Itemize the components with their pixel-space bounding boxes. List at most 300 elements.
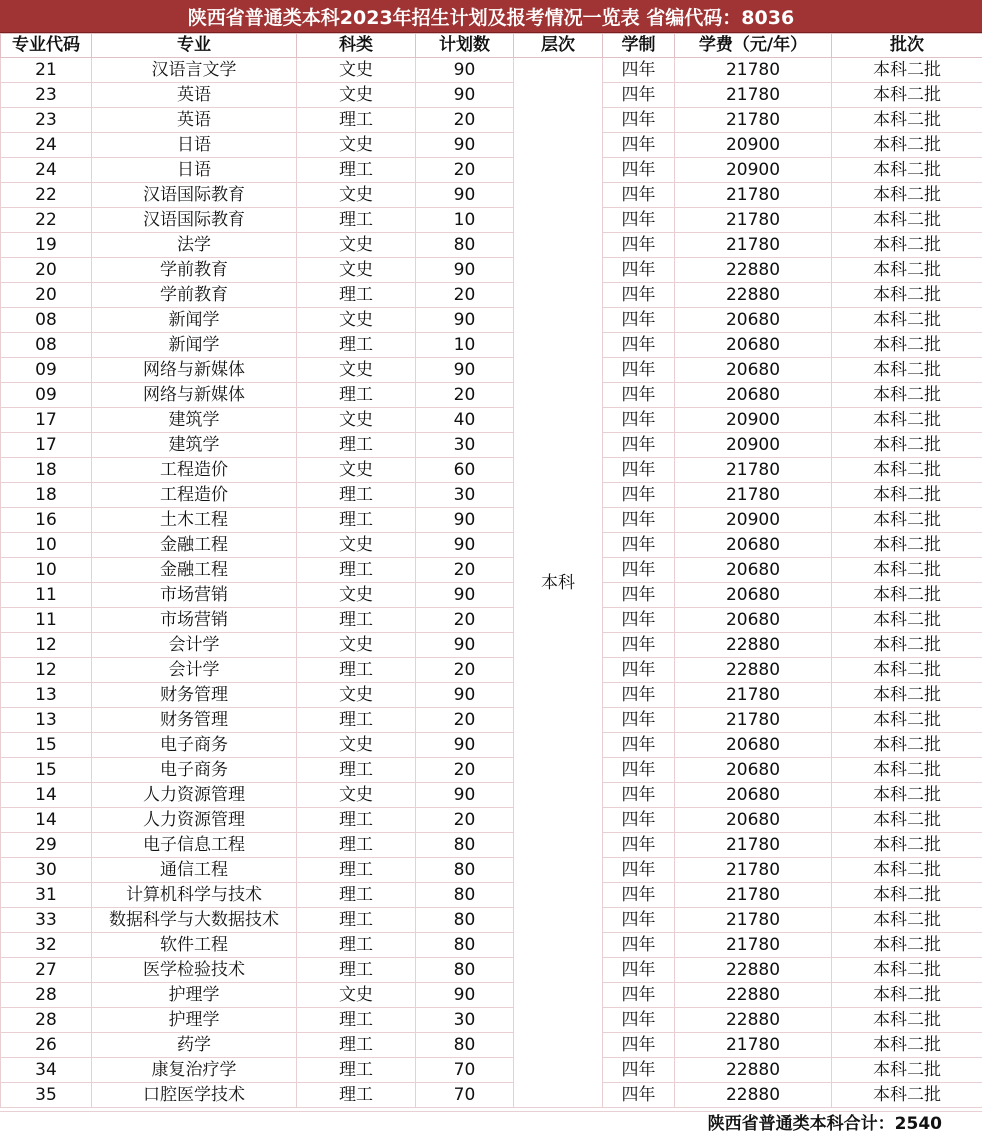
cell-fee[interactable]: 22880: [675, 283, 832, 308]
cell-plan[interactable]: 90: [416, 633, 514, 658]
cell-category[interactable]: 理工: [297, 608, 416, 633]
cell-batch[interactable]: 本科二批: [832, 733, 982, 758]
cell-plan[interactable]: 80: [416, 933, 514, 958]
cell-fee[interactable]: 20680: [675, 383, 832, 408]
cell-duration[interactable]: 四年: [603, 958, 675, 983]
cell-fee[interactable]: 22880: [675, 1008, 832, 1033]
cell-major[interactable]: 会计学: [92, 658, 297, 683]
cell-code[interactable]: 13: [1, 683, 92, 708]
cell-category[interactable]: 文史: [297, 633, 416, 658]
cell-batch[interactable]: 本科二批: [832, 333, 982, 358]
cell-batch[interactable]: 本科二批: [832, 233, 982, 258]
cell-duration[interactable]: 四年: [603, 1008, 675, 1033]
cell-code[interactable]: 23: [1, 108, 92, 133]
cell-batch[interactable]: 本科二批: [832, 308, 982, 333]
cell-category[interactable]: 理工: [297, 708, 416, 733]
cell-major[interactable]: 金融工程: [92, 558, 297, 583]
cell-major[interactable]: 电子信息工程: [92, 833, 297, 858]
cell-category[interactable]: 文史: [297, 233, 416, 258]
cell-plan[interactable]: 30: [416, 433, 514, 458]
cell-category[interactable]: 文史: [297, 358, 416, 383]
cell-plan[interactable]: 20: [416, 283, 514, 308]
cell-batch[interactable]: 本科二批: [832, 133, 982, 158]
cell-plan[interactable]: 80: [416, 233, 514, 258]
cell-code[interactable]: 23: [1, 83, 92, 108]
cell-batch[interactable]: 本科二批: [832, 533, 982, 558]
cell-code[interactable]: 22: [1, 208, 92, 233]
cell-fee[interactable]: 20680: [675, 308, 832, 333]
cell-major[interactable]: 汉语言文学: [92, 58, 297, 83]
cell-code[interactable]: 20: [1, 258, 92, 283]
cell-batch[interactable]: 本科二批: [832, 1058, 982, 1083]
cell-major[interactable]: 软件工程: [92, 933, 297, 958]
cell-category[interactable]: 文史: [297, 408, 416, 433]
cell-batch[interactable]: 本科二批: [832, 908, 982, 933]
cell-major[interactable]: 电子商务: [92, 758, 297, 783]
cell-fee[interactable]: 21780: [675, 883, 832, 908]
header-fee[interactable]: 学费（元/年）: [675, 34, 832, 58]
header-category[interactable]: 科类: [297, 34, 416, 58]
cell-duration[interactable]: 四年: [603, 433, 675, 458]
cell-batch[interactable]: 本科二批: [832, 1083, 982, 1108]
cell-batch[interactable]: 本科二批: [832, 483, 982, 508]
cell-duration[interactable]: 四年: [603, 733, 675, 758]
cell-batch[interactable]: 本科二批: [832, 108, 982, 133]
cell-fee[interactable]: 20900: [675, 508, 832, 533]
cell-major[interactable]: 建筑学: [92, 433, 297, 458]
cell-duration[interactable]: 四年: [603, 933, 675, 958]
header-batch[interactable]: 批次: [832, 34, 982, 58]
header-code[interactable]: 专业代码: [1, 34, 92, 58]
cell-plan[interactable]: 90: [416, 83, 514, 108]
cell-batch[interactable]: 本科二批: [832, 783, 982, 808]
cell-code[interactable]: 15: [1, 733, 92, 758]
cell-category[interactable]: 理工: [297, 333, 416, 358]
cell-major[interactable]: 网络与新媒体: [92, 383, 297, 408]
cell-major[interactable]: 财务管理: [92, 683, 297, 708]
cell-duration[interactable]: 四年: [603, 608, 675, 633]
cell-duration[interactable]: 四年: [603, 858, 675, 883]
cell-major[interactable]: 工程造价: [92, 458, 297, 483]
cell-plan[interactable]: 70: [416, 1083, 514, 1108]
cell-plan[interactable]: 20: [416, 808, 514, 833]
cell-major[interactable]: 网络与新媒体: [92, 358, 297, 383]
cell-code[interactable]: 26: [1, 1033, 92, 1058]
cell-duration[interactable]: 四年: [603, 108, 675, 133]
cell-duration[interactable]: 四年: [603, 708, 675, 733]
cell-major[interactable]: 通信工程: [92, 858, 297, 883]
cell-major[interactable]: 医学检验技术: [92, 958, 297, 983]
cell-category[interactable]: 文史: [297, 308, 416, 333]
cell-major[interactable]: 土木工程: [92, 508, 297, 533]
cell-batch[interactable]: 本科二批: [832, 383, 982, 408]
cell-code[interactable]: 28: [1, 983, 92, 1008]
cell-fee[interactable]: 20680: [675, 758, 832, 783]
cell-plan[interactable]: 90: [416, 308, 514, 333]
cell-fee[interactable]: 20680: [675, 733, 832, 758]
cell-duration[interactable]: 四年: [603, 883, 675, 908]
header-plan[interactable]: 计划数: [416, 34, 514, 58]
cell-plan[interactable]: 30: [416, 483, 514, 508]
cell-code[interactable]: 14: [1, 808, 92, 833]
cell-fee[interactable]: 22880: [675, 1083, 832, 1108]
cell-batch[interactable]: 本科二批: [832, 558, 982, 583]
cell-duration[interactable]: 四年: [603, 658, 675, 683]
cell-category[interactable]: 文史: [297, 258, 416, 283]
cell-batch[interactable]: 本科二批: [832, 58, 982, 83]
cell-code[interactable]: 10: [1, 533, 92, 558]
cell-fee[interactable]: 20680: [675, 533, 832, 558]
cell-plan[interactable]: 80: [416, 908, 514, 933]
cell-plan[interactable]: 20: [416, 658, 514, 683]
cell-code[interactable]: 20: [1, 283, 92, 308]
cell-batch[interactable]: 本科二批: [832, 758, 982, 783]
cell-plan[interactable]: 80: [416, 958, 514, 983]
cell-major[interactable]: 金融工程: [92, 533, 297, 558]
cell-code[interactable]: 08: [1, 333, 92, 358]
cell-category[interactable]: 理工: [297, 508, 416, 533]
cell-code[interactable]: 18: [1, 458, 92, 483]
cell-category[interactable]: 文史: [297, 58, 416, 83]
cell-category[interactable]: 理工: [297, 158, 416, 183]
cell-major[interactable]: 计算机科学与技术: [92, 883, 297, 908]
cell-major[interactable]: 工程造价: [92, 483, 297, 508]
cell-duration[interactable]: 四年: [603, 808, 675, 833]
cell-major[interactable]: 人力资源管理: [92, 783, 297, 808]
cell-fee[interactable]: 21780: [675, 83, 832, 108]
cell-category[interactable]: 理工: [297, 958, 416, 983]
cell-major[interactable]: 市场营销: [92, 608, 297, 633]
cell-plan[interactable]: 90: [416, 508, 514, 533]
cell-code[interactable]: 24: [1, 133, 92, 158]
cell-duration[interactable]: 四年: [603, 383, 675, 408]
cell-fee[interactable]: 22880: [675, 958, 832, 983]
cell-plan[interactable]: 90: [416, 358, 514, 383]
cell-plan[interactable]: 20: [416, 158, 514, 183]
cell-plan[interactable]: 90: [416, 733, 514, 758]
cell-code[interactable]: 10: [1, 558, 92, 583]
cell-duration[interactable]: 四年: [603, 783, 675, 808]
cell-category[interactable]: 理工: [297, 558, 416, 583]
cell-fee[interactable]: 21780: [675, 833, 832, 858]
cell-duration[interactable]: 四年: [603, 1033, 675, 1058]
cell-category[interactable]: 理工: [297, 883, 416, 908]
cell-plan[interactable]: 20: [416, 558, 514, 583]
cell-category[interactable]: 理工: [297, 758, 416, 783]
cell-fee[interactable]: 20900: [675, 433, 832, 458]
cell-category[interactable]: 文史: [297, 733, 416, 758]
cell-code[interactable]: 17: [1, 433, 92, 458]
cell-batch[interactable]: 本科二批: [832, 808, 982, 833]
cell-code[interactable]: 13: [1, 708, 92, 733]
cell-category[interactable]: 理工: [297, 933, 416, 958]
cell-duration[interactable]: 四年: [603, 358, 675, 383]
cell-category[interactable]: 文史: [297, 533, 416, 558]
cell-major[interactable]: 建筑学: [92, 408, 297, 433]
cell-code[interactable]: 09: [1, 383, 92, 408]
cell-duration[interactable]: 四年: [603, 83, 675, 108]
cell-major[interactable]: 口腔医学技术: [92, 1083, 297, 1108]
cell-duration[interactable]: 四年: [603, 333, 675, 358]
cell-plan[interactable]: 20: [416, 708, 514, 733]
cell-fee[interactable]: 21780: [675, 1033, 832, 1058]
cell-fee[interactable]: 20900: [675, 158, 832, 183]
cell-category[interactable]: 文史: [297, 683, 416, 708]
cell-major[interactable]: 财务管理: [92, 708, 297, 733]
cell-duration[interactable]: 四年: [603, 1083, 675, 1108]
cell-category[interactable]: 理工: [297, 1058, 416, 1083]
cell-plan[interactable]: 90: [416, 583, 514, 608]
cell-fee[interactable]: 21780: [675, 458, 832, 483]
cell-category[interactable]: 理工: [297, 908, 416, 933]
cell-major[interactable]: 汉语国际教育: [92, 183, 297, 208]
cell-code[interactable]: 15: [1, 758, 92, 783]
cell-fee[interactable]: 21780: [675, 708, 832, 733]
cell-major[interactable]: 学前教育: [92, 258, 297, 283]
cell-code[interactable]: 09: [1, 358, 92, 383]
cell-code[interactable]: 29: [1, 833, 92, 858]
cell-fee[interactable]: 20680: [675, 358, 832, 383]
cell-category[interactable]: 文史: [297, 583, 416, 608]
cell-plan[interactable]: 20: [416, 758, 514, 783]
cell-code[interactable]: 12: [1, 633, 92, 658]
cell-duration[interactable]: 四年: [603, 983, 675, 1008]
cell-major[interactable]: 会计学: [92, 633, 297, 658]
cell-major[interactable]: 护理学: [92, 983, 297, 1008]
cell-code[interactable]: 31: [1, 883, 92, 908]
cell-fee[interactable]: 21780: [675, 908, 832, 933]
cell-major[interactable]: 日语: [92, 158, 297, 183]
cell-fee[interactable]: 22880: [675, 258, 832, 283]
cell-batch[interactable]: 本科二批: [832, 408, 982, 433]
cell-batch[interactable]: 本科二批: [832, 208, 982, 233]
cell-code[interactable]: 18: [1, 483, 92, 508]
cell-plan[interactable]: 90: [416, 783, 514, 808]
cell-code[interactable]: 27: [1, 958, 92, 983]
cell-duration[interactable]: 四年: [603, 58, 675, 83]
cell-major[interactable]: 英语: [92, 108, 297, 133]
header-level[interactable]: 层次: [514, 34, 603, 58]
cell-batch[interactable]: 本科二批: [832, 158, 982, 183]
cell-duration[interactable]: 四年: [603, 483, 675, 508]
cell-batch[interactable]: 本科二批: [832, 283, 982, 308]
cell-code[interactable]: 12: [1, 658, 92, 683]
cell-duration[interactable]: 四年: [603, 908, 675, 933]
cell-plan[interactable]: 80: [416, 858, 514, 883]
cell-duration[interactable]: 四年: [603, 308, 675, 333]
cell-fee[interactable]: 20900: [675, 133, 832, 158]
cell-batch[interactable]: 本科二批: [832, 708, 982, 733]
cell-fee[interactable]: 20680: [675, 808, 832, 833]
cell-batch[interactable]: 本科二批: [832, 983, 982, 1008]
cell-code[interactable]: 21: [1, 58, 92, 83]
cell-code[interactable]: 16: [1, 508, 92, 533]
cell-plan[interactable]: 80: [416, 833, 514, 858]
header-duration[interactable]: 学制: [603, 34, 675, 58]
cell-plan[interactable]: 10: [416, 208, 514, 233]
cell-fee[interactable]: 20680: [675, 783, 832, 808]
cell-code[interactable]: 24: [1, 158, 92, 183]
cell-level[interactable]: 本科: [514, 58, 603, 1108]
cell-batch[interactable]: 本科二批: [832, 83, 982, 108]
cell-category[interactable]: 理工: [297, 1033, 416, 1058]
cell-batch[interactable]: 本科二批: [832, 633, 982, 658]
cell-plan[interactable]: 70: [416, 1058, 514, 1083]
cell-batch[interactable]: 本科二批: [832, 933, 982, 958]
cell-batch[interactable]: 本科二批: [832, 583, 982, 608]
cell-major[interactable]: 英语: [92, 83, 297, 108]
cell-major[interactable]: 电子商务: [92, 733, 297, 758]
cell-duration[interactable]: 四年: [603, 208, 675, 233]
cell-category[interactable]: 理工: [297, 208, 416, 233]
cell-code[interactable]: 28: [1, 1008, 92, 1033]
cell-plan[interactable]: 20: [416, 383, 514, 408]
cell-fee[interactable]: 21780: [675, 208, 832, 233]
cell-category[interactable]: 理工: [297, 433, 416, 458]
cell-code[interactable]: 19: [1, 233, 92, 258]
cell-category[interactable]: 文史: [297, 133, 416, 158]
cell-major[interactable]: 数据科学与大数据技术: [92, 908, 297, 933]
cell-duration[interactable]: 四年: [603, 258, 675, 283]
cell-category[interactable]: 理工: [297, 858, 416, 883]
cell-duration[interactable]: 四年: [603, 183, 675, 208]
cell-category[interactable]: 理工: [297, 658, 416, 683]
cell-category[interactable]: 文史: [297, 783, 416, 808]
cell-duration[interactable]: 四年: [603, 158, 675, 183]
cell-batch[interactable]: 本科二批: [832, 833, 982, 858]
cell-code[interactable]: 17: [1, 408, 92, 433]
cell-fee[interactable]: 20680: [675, 558, 832, 583]
cell-duration[interactable]: 四年: [603, 633, 675, 658]
cell-plan[interactable]: 60: [416, 458, 514, 483]
cell-category[interactable]: 理工: [297, 383, 416, 408]
cell-duration[interactable]: 四年: [603, 458, 675, 483]
cell-major[interactable]: 汉语国际教育: [92, 208, 297, 233]
cell-batch[interactable]: 本科二批: [832, 658, 982, 683]
cell-category[interactable]: 理工: [297, 1083, 416, 1108]
cell-batch[interactable]: 本科二批: [832, 458, 982, 483]
cell-fee[interactable]: 20680: [675, 608, 832, 633]
cell-plan[interactable]: 20: [416, 108, 514, 133]
cell-code[interactable]: 30: [1, 858, 92, 883]
cell-plan[interactable]: 90: [416, 183, 514, 208]
cell-plan[interactable]: 90: [416, 258, 514, 283]
cell-duration[interactable]: 四年: [603, 833, 675, 858]
cell-category[interactable]: 理工: [297, 483, 416, 508]
cell-fee[interactable]: 20680: [675, 333, 832, 358]
cell-batch[interactable]: 本科二批: [832, 958, 982, 983]
cell-plan[interactable]: 30: [416, 1008, 514, 1033]
cell-batch[interactable]: 本科二批: [832, 508, 982, 533]
cell-category[interactable]: 理工: [297, 283, 416, 308]
cell-fee[interactable]: 21780: [675, 58, 832, 83]
cell-major[interactable]: 新闻学: [92, 308, 297, 333]
cell-fee[interactable]: 21780: [675, 933, 832, 958]
cell-major[interactable]: 新闻学: [92, 333, 297, 358]
cell-code[interactable]: 32: [1, 933, 92, 958]
cell-category[interactable]: 文史: [297, 183, 416, 208]
cell-code[interactable]: 11: [1, 608, 92, 633]
cell-category[interactable]: 理工: [297, 833, 416, 858]
cell-plan[interactable]: 80: [416, 883, 514, 908]
cell-batch[interactable]: 本科二批: [832, 1033, 982, 1058]
cell-batch[interactable]: 本科二批: [832, 433, 982, 458]
cell-batch[interactable]: 本科二批: [832, 608, 982, 633]
cell-major[interactable]: 日语: [92, 133, 297, 158]
cell-duration[interactable]: 四年: [603, 133, 675, 158]
cell-fee[interactable]: 21780: [675, 183, 832, 208]
cell-duration[interactable]: 四年: [603, 683, 675, 708]
cell-plan[interactable]: 90: [416, 983, 514, 1008]
cell-code[interactable]: 33: [1, 908, 92, 933]
cell-code[interactable]: 35: [1, 1083, 92, 1108]
cell-fee[interactable]: 21780: [675, 233, 832, 258]
cell-fee[interactable]: 22880: [675, 1058, 832, 1083]
cell-duration[interactable]: 四年: [603, 583, 675, 608]
cell-duration[interactable]: 四年: [603, 533, 675, 558]
cell-duration[interactable]: 四年: [603, 508, 675, 533]
cell-batch[interactable]: 本科二批: [832, 183, 982, 208]
cell-category[interactable]: 文史: [297, 983, 416, 1008]
cell-code[interactable]: 34: [1, 1058, 92, 1083]
cell-major[interactable]: 学前教育: [92, 283, 297, 308]
cell-major[interactable]: 法学: [92, 233, 297, 258]
cell-category[interactable]: 理工: [297, 108, 416, 133]
cell-category[interactable]: 理工: [297, 1008, 416, 1033]
cell-batch[interactable]: 本科二批: [832, 1008, 982, 1033]
cell-fee[interactable]: 21780: [675, 683, 832, 708]
cell-batch[interactable]: 本科二批: [832, 258, 982, 283]
cell-duration[interactable]: 四年: [603, 1058, 675, 1083]
cell-fee[interactable]: 22880: [675, 658, 832, 683]
cell-plan[interactable]: 80: [416, 1033, 514, 1058]
cell-fee[interactable]: 21780: [675, 858, 832, 883]
cell-plan[interactable]: 90: [416, 683, 514, 708]
cell-code[interactable]: 08: [1, 308, 92, 333]
cell-duration[interactable]: 四年: [603, 408, 675, 433]
cell-plan[interactable]: 40: [416, 408, 514, 433]
cell-category[interactable]: 文史: [297, 458, 416, 483]
cell-plan[interactable]: 20: [416, 608, 514, 633]
cell-code[interactable]: 11: [1, 583, 92, 608]
cell-fee[interactable]: 20680: [675, 583, 832, 608]
cell-duration[interactable]: 四年: [603, 558, 675, 583]
cell-plan[interactable]: 90: [416, 533, 514, 558]
cell-fee[interactable]: 21780: [675, 483, 832, 508]
cell-category[interactable]: 理工: [297, 808, 416, 833]
cell-code[interactable]: 22: [1, 183, 92, 208]
cell-plan[interactable]: 90: [416, 133, 514, 158]
header-major[interactable]: 专业: [92, 34, 297, 58]
cell-duration[interactable]: 四年: [603, 233, 675, 258]
cell-plan[interactable]: 10: [416, 333, 514, 358]
cell-major[interactable]: 药学: [92, 1033, 297, 1058]
cell-fee[interactable]: 22880: [675, 633, 832, 658]
cell-duration[interactable]: 四年: [603, 283, 675, 308]
cell-major[interactable]: 人力资源管理: [92, 808, 297, 833]
cell-batch[interactable]: 本科二批: [832, 858, 982, 883]
cell-category[interactable]: 文史: [297, 83, 416, 108]
cell-batch[interactable]: 本科二批: [832, 883, 982, 908]
cell-plan[interactable]: 90: [416, 58, 514, 83]
cell-batch[interactable]: 本科二批: [832, 683, 982, 708]
cell-code[interactable]: 14: [1, 783, 92, 808]
cell-fee[interactable]: 20900: [675, 408, 832, 433]
cell-major[interactable]: 康复治疗学: [92, 1058, 297, 1083]
cell-major[interactable]: 护理学: [92, 1008, 297, 1033]
cell-duration[interactable]: 四年: [603, 758, 675, 783]
cell-fee[interactable]: 22880: [675, 983, 832, 1008]
